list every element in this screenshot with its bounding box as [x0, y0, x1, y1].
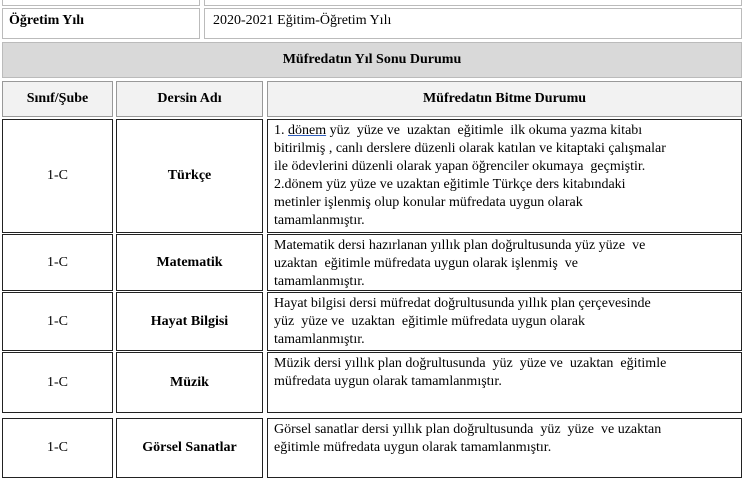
header-class: Sınıf/Şube: [2, 81, 113, 117]
class-cell: 1-C: [2, 418, 113, 478]
text-fragment: yüz yüze ve uzaktan eğitimle ilk okuma yazma kitabı: [326, 123, 643, 138]
status-cell: [267, 292, 742, 351]
year-label-cell: Öğretim Yılı: [2, 8, 200, 39]
text-line: Matematik dersi hazırlanan yıllık plan doğrultusunda yüz yüze ve: [274, 238, 646, 253]
status-cell: [267, 234, 742, 291]
text-line: uzaktan eğitimle müfredata uygun olarak işlenmiş ve: [274, 256, 579, 271]
class-cell: 1-C: [2, 292, 113, 351]
subject-cell: Hayat Bilgisi: [116, 292, 263, 351]
text-line: Müzik dersi yıllık plan doğrultusunda yüz yüze ve uzaktan eğitimle: [274, 356, 667, 371]
text-line: tamamlanmıştır.: [274, 213, 365, 228]
subject-cell: Müzik: [116, 352, 263, 413]
year-value-cell: 2020-2021 Eğitim-Öğretim Yılı: [204, 8, 742, 39]
text-line: Hayat bilgisi dersi müfredat doğrultusunda yıllık plan çerçevesinde: [274, 296, 651, 311]
subject-cell: Türkçe: [116, 119, 263, 233]
status-cell: [267, 418, 742, 478]
text-line: ile ödevlerini düzenli olarak yapan öğrenciler okumaya geçmiştir.: [274, 159, 646, 174]
subject-cell: Matematik: [116, 234, 263, 291]
status-cell: [267, 352, 742, 413]
text-line: müfredata uygun olarak tamamlanmıştır.: [274, 374, 502, 389]
prev-row-value-cell: [204, 0, 742, 6]
header-status: Müfredatın Bitme Durumu: [267, 81, 742, 117]
text-line: bitirilmiş , canlı derslere düzenli olarak katılan ve kitaptaki çalışmalar: [274, 141, 666, 156]
text-line: metinler işlenmiş olup konular müfredata uygun olarak: [274, 195, 583, 210]
header-subject: Dersin Adı: [116, 81, 263, 117]
text-line: tamamlanmıştır.: [274, 332, 365, 347]
subject-cell: Görsel Sanatlar: [116, 418, 263, 478]
underlined-word: dönem: [288, 123, 327, 138]
class-cell: 1-C: [2, 234, 113, 291]
text-line: yüz yüze ve uzaktan eğitimle müfredata uygun olarak: [274, 314, 585, 329]
class-cell: 1-C: [2, 352, 113, 413]
text-fragment: 1.: [274, 123, 288, 138]
class-cell: 1-C: [2, 119, 113, 233]
text-line: eğitimle müfredata uygun olarak tamamlanmıştır.: [274, 440, 552, 455]
text-line: Görsel sanatlar dersi yıllık plan doğrultusunda yüz yüze ve uzaktan: [274, 422, 662, 437]
text-line: [274, 122, 735, 140]
prev-row-label-cell: [2, 0, 200, 6]
status-cell: [267, 119, 742, 233]
text-line: 2.dönem yüz yüze ve uzaktan eğitimle Türkçe ders kitabındaki: [274, 177, 626, 192]
text-line: tamamlanmıştır.: [274, 274, 365, 289]
table-title: Müfredatın Yıl Sonu Durumu: [2, 42, 742, 78]
